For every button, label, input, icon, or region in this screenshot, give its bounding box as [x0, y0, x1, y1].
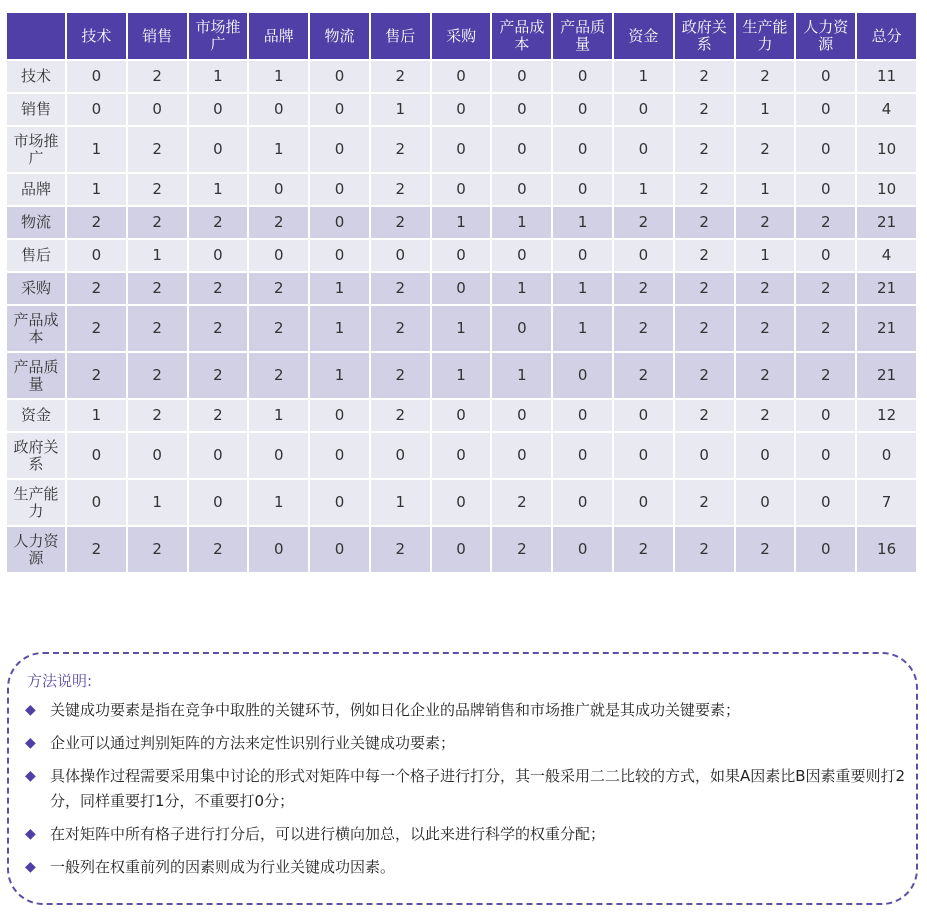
score-cell: 0: [491, 239, 552, 272]
row-header: 市场推广: [6, 126, 66, 173]
row-header: 产品质量: [6, 352, 66, 399]
score-cell: 2: [127, 272, 188, 305]
column-header: 产品成本: [491, 12, 552, 60]
score-cell: 2: [66, 206, 127, 239]
score-cell: 2: [674, 93, 735, 126]
score-cell: 0: [309, 60, 370, 93]
total-cell: 21: [856, 352, 917, 399]
score-cell: 1: [248, 60, 309, 93]
matrix-body: [6, 60, 917, 573]
score-cell: 0: [613, 126, 674, 173]
column-header: 售后: [370, 12, 431, 60]
total-cell: 10: [856, 126, 917, 173]
score-cell: 1: [735, 239, 796, 272]
score-cell: 2: [795, 272, 856, 305]
row-header: 技术: [6, 60, 66, 93]
score-cell: 0: [188, 93, 249, 126]
column-header: 销售: [127, 12, 188, 60]
score-cell: 1: [613, 173, 674, 206]
score-cell: 2: [613, 272, 674, 305]
column-header: 市场推广: [188, 12, 249, 60]
score-cell: 2: [674, 126, 735, 173]
row-header: 生产能力: [6, 479, 66, 526]
score-cell: 2: [674, 60, 735, 93]
column-header: 技术: [66, 12, 127, 60]
score-cell: 0: [795, 126, 856, 173]
score-cell: 2: [248, 206, 309, 239]
score-cell: 1: [248, 399, 309, 432]
score-cell: 2: [188, 526, 249, 573]
score-cell: 2: [735, 272, 796, 305]
score-cell: 0: [552, 526, 613, 573]
score-cell: 2: [248, 272, 309, 305]
score-cell: 0: [431, 173, 492, 206]
score-cell: 1: [613, 60, 674, 93]
total-header: 总分: [856, 12, 917, 60]
table-row: [6, 399, 917, 432]
score-cell: 2: [66, 305, 127, 352]
score-cell: 0: [431, 399, 492, 432]
score-cell: 2: [188, 352, 249, 399]
score-cell: 0: [66, 239, 127, 272]
score-cell: 1: [248, 126, 309, 173]
score-cell: 0: [795, 479, 856, 526]
score-cell: 0: [66, 93, 127, 126]
score-cell: 2: [370, 399, 431, 432]
score-cell: 2: [370, 305, 431, 352]
score-cell: 0: [552, 93, 613, 126]
score-cell: 0: [552, 399, 613, 432]
corner-cell: [6, 12, 66, 60]
table-row: [6, 526, 917, 573]
score-cell: 2: [674, 479, 735, 526]
score-cell: 0: [66, 432, 127, 479]
score-cell: 2: [674, 399, 735, 432]
score-cell: 2: [735, 126, 796, 173]
diamond-bullet-icon: ◆: [25, 826, 36, 842]
score-cell: 1: [431, 305, 492, 352]
score-cell: 0: [431, 239, 492, 272]
score-cell: 2: [370, 206, 431, 239]
score-cell: 0: [188, 479, 249, 526]
score-cell: 0: [431, 432, 492, 479]
score-cell: 2: [613, 526, 674, 573]
note-item: [23, 855, 910, 880]
score-cell: 2: [795, 206, 856, 239]
score-cell: 0: [552, 239, 613, 272]
row-header: 采购: [6, 272, 66, 305]
score-cell: 2: [370, 173, 431, 206]
score-cell: 0: [491, 93, 552, 126]
score-cell: 2: [188, 305, 249, 352]
score-cell: 0: [127, 93, 188, 126]
score-cell: 0: [309, 399, 370, 432]
score-cell: 2: [248, 352, 309, 399]
score-cell: 0: [613, 93, 674, 126]
score-cell: 0: [613, 239, 674, 272]
total-cell: 16: [856, 526, 917, 573]
column-header: 采购: [431, 12, 492, 60]
score-cell: 2: [66, 526, 127, 573]
score-cell: 2: [248, 305, 309, 352]
score-cell: 2: [491, 479, 552, 526]
note-item: [23, 731, 910, 756]
score-cell: 2: [188, 399, 249, 432]
table-row: [6, 206, 917, 239]
table-row: [6, 126, 917, 173]
note-item: [23, 698, 910, 723]
score-cell: 2: [735, 305, 796, 352]
table-row: [6, 239, 917, 272]
score-cell: 2: [370, 352, 431, 399]
score-cell: 0: [491, 432, 552, 479]
column-header: 物流: [309, 12, 370, 60]
score-cell: 2: [613, 352, 674, 399]
column-header: 生产能力: [735, 12, 796, 60]
column-header: 政府关系: [674, 12, 735, 60]
score-cell: 2: [370, 60, 431, 93]
column-header: 人力资源: [795, 12, 856, 60]
note-text: 关键成功要素是指在竞争中取胜的关键环节，例如日化企业的品牌销售和市场推广就是其成功关键要素；: [50, 701, 741, 719]
score-cell: 2: [795, 305, 856, 352]
total-cell: 10: [856, 173, 917, 206]
score-cell: 2: [188, 272, 249, 305]
score-cell: 1: [370, 93, 431, 126]
score-cell: 2: [613, 206, 674, 239]
score-cell: 2: [674, 305, 735, 352]
score-cell: 2: [127, 305, 188, 352]
row-header: 资金: [6, 399, 66, 432]
score-cell: 1: [431, 206, 492, 239]
diamond-bullet-icon: ◆: [25, 859, 36, 875]
method-notes-box: [7, 652, 918, 905]
total-cell: 7: [856, 479, 917, 526]
score-cell: 0: [309, 93, 370, 126]
score-cell: 0: [552, 432, 613, 479]
score-cell: 1: [431, 352, 492, 399]
note-text: 企业可以通过判别矩阵的方法来定性识别行业关键成功要素；: [50, 734, 456, 752]
score-cell: 2: [674, 526, 735, 573]
score-cell: 0: [431, 126, 492, 173]
score-cell: 0: [491, 60, 552, 93]
total-cell: 4: [856, 93, 917, 126]
total-cell: 12: [856, 399, 917, 432]
score-cell: 0: [431, 93, 492, 126]
score-cell: 0: [431, 526, 492, 573]
score-cell: 0: [795, 173, 856, 206]
score-cell: 0: [552, 173, 613, 206]
score-cell: 1: [735, 173, 796, 206]
score-cell: 2: [370, 126, 431, 173]
score-cell: 2: [127, 173, 188, 206]
score-cell: 2: [66, 272, 127, 305]
score-cell: 0: [309, 206, 370, 239]
score-cell: 0: [248, 432, 309, 479]
score-cell: 2: [127, 526, 188, 573]
score-cell: 0: [552, 352, 613, 399]
score-cell: 0: [491, 126, 552, 173]
score-cell: 2: [735, 206, 796, 239]
score-cell: 1: [309, 305, 370, 352]
score-cell: 0: [795, 239, 856, 272]
score-cell: 0: [248, 93, 309, 126]
score-cell: 1: [188, 173, 249, 206]
score-cell: 0: [431, 60, 492, 93]
score-cell: 0: [248, 173, 309, 206]
diamond-bullet-icon: ◆: [25, 702, 36, 718]
score-cell: 2: [127, 399, 188, 432]
row-header: 销售: [6, 93, 66, 126]
score-cell: 0: [795, 432, 856, 479]
total-cell: 0: [856, 432, 917, 479]
table-row: [6, 479, 917, 526]
score-cell: 0: [309, 432, 370, 479]
score-cell: 0: [370, 239, 431, 272]
column-header: 资金: [613, 12, 674, 60]
score-cell: 0: [613, 479, 674, 526]
score-cell: 0: [309, 479, 370, 526]
score-cell: 2: [674, 239, 735, 272]
score-cell: 1: [552, 272, 613, 305]
score-cell: 0: [613, 399, 674, 432]
note-text: 具体操作过程需要采用集中讨论的形式对矩阵中每一个格子进行打分，其一般采用二二比较的方式，如果A因素比B因素重要则打2分，同样重要打1分，不重要打0分；: [50, 767, 906, 810]
score-cell: 1: [309, 352, 370, 399]
score-cell: 2: [674, 352, 735, 399]
score-cell: 0: [188, 432, 249, 479]
row-header: 产品成本: [6, 305, 66, 352]
total-cell: 21: [856, 272, 917, 305]
score-cell: 1: [188, 60, 249, 93]
score-cell: 2: [735, 399, 796, 432]
score-cell: 1: [552, 206, 613, 239]
score-cell: 1: [491, 352, 552, 399]
score-cell: 0: [795, 526, 856, 573]
score-cell: 0: [795, 399, 856, 432]
column-header: 产品质量: [552, 12, 613, 60]
score-cell: 1: [309, 272, 370, 305]
score-cell: 0: [613, 432, 674, 479]
score-cell: 2: [127, 206, 188, 239]
score-cell: 1: [552, 305, 613, 352]
score-cell: 0: [309, 239, 370, 272]
score-cell: 0: [309, 173, 370, 206]
total-cell: 4: [856, 239, 917, 272]
score-cell: 0: [795, 60, 856, 93]
score-cell: 2: [735, 352, 796, 399]
score-cell: 0: [674, 432, 735, 479]
total-cell: 21: [856, 206, 917, 239]
score-cell: 1: [66, 399, 127, 432]
score-cell: 1: [127, 479, 188, 526]
score-cell: 0: [735, 479, 796, 526]
note-item: [23, 764, 910, 814]
note-text: 在对矩阵中所有格子进行打分后，可以进行横向加总，以此来进行科学的权重分配；: [50, 825, 606, 843]
table-row: [6, 93, 917, 126]
header-row: [6, 12, 917, 60]
total-cell: 21: [856, 305, 917, 352]
score-cell: 2: [613, 305, 674, 352]
row-header: 品牌: [6, 173, 66, 206]
score-cell: 0: [431, 272, 492, 305]
score-cell: 2: [127, 60, 188, 93]
score-cell: 0: [552, 479, 613, 526]
score-cell: 0: [552, 60, 613, 93]
score-cell: 0: [66, 479, 127, 526]
score-cell: 0: [735, 432, 796, 479]
score-cell: 2: [735, 526, 796, 573]
score-cell: 1: [370, 479, 431, 526]
score-cell: 0: [491, 399, 552, 432]
note-item: [23, 822, 910, 847]
score-cell: 1: [66, 173, 127, 206]
row-header: 售后: [6, 239, 66, 272]
judgment-matrix-table: [5, 11, 918, 574]
table-row: [6, 272, 917, 305]
row-header: 政府关系: [6, 432, 66, 479]
score-cell: 2: [127, 352, 188, 399]
score-cell: 2: [674, 173, 735, 206]
score-cell: 0: [431, 479, 492, 526]
score-cell: 0: [309, 526, 370, 573]
score-cell: 1: [127, 239, 188, 272]
notes-title: 方法说明:: [27, 672, 93, 690]
score-cell: 2: [735, 60, 796, 93]
score-cell: 0: [188, 239, 249, 272]
score-cell: 0: [309, 126, 370, 173]
score-cell: 1: [248, 479, 309, 526]
score-cell: 2: [795, 352, 856, 399]
table-row: [6, 305, 917, 352]
score-cell: 2: [370, 272, 431, 305]
score-cell: 2: [66, 352, 127, 399]
table-row: [6, 60, 917, 93]
score-cell: 0: [127, 432, 188, 479]
score-cell: 2: [127, 126, 188, 173]
score-cell: 1: [66, 126, 127, 173]
total-cell: 11: [856, 60, 917, 93]
row-header: 人力资源: [6, 526, 66, 573]
note-text: 一般列在权重前列的因素则成为行业关键成功因素。: [50, 858, 396, 876]
score-cell: 2: [674, 272, 735, 305]
score-cell: 2: [674, 206, 735, 239]
score-cell: 2: [370, 526, 431, 573]
table-row: [6, 352, 917, 399]
score-cell: 0: [370, 432, 431, 479]
score-cell: 0: [491, 173, 552, 206]
score-cell: 0: [248, 526, 309, 573]
row-header: 物流: [6, 206, 66, 239]
score-cell: 0: [248, 239, 309, 272]
column-header: 品牌: [248, 12, 309, 60]
table-row: [6, 173, 917, 206]
score-cell: 0: [552, 126, 613, 173]
diamond-bullet-icon: ◆: [25, 768, 36, 784]
score-cell: 0: [188, 126, 249, 173]
diamond-bullet-icon: ◆: [25, 735, 36, 751]
table-row: [6, 432, 917, 479]
score-cell: 1: [491, 272, 552, 305]
score-cell: 2: [491, 526, 552, 573]
score-cell: 1: [735, 93, 796, 126]
score-cell: 0: [491, 305, 552, 352]
score-cell: 1: [491, 206, 552, 239]
notes-list: [23, 698, 910, 888]
score-cell: 0: [795, 93, 856, 126]
score-cell: 0: [66, 60, 127, 93]
score-cell: 2: [188, 206, 249, 239]
